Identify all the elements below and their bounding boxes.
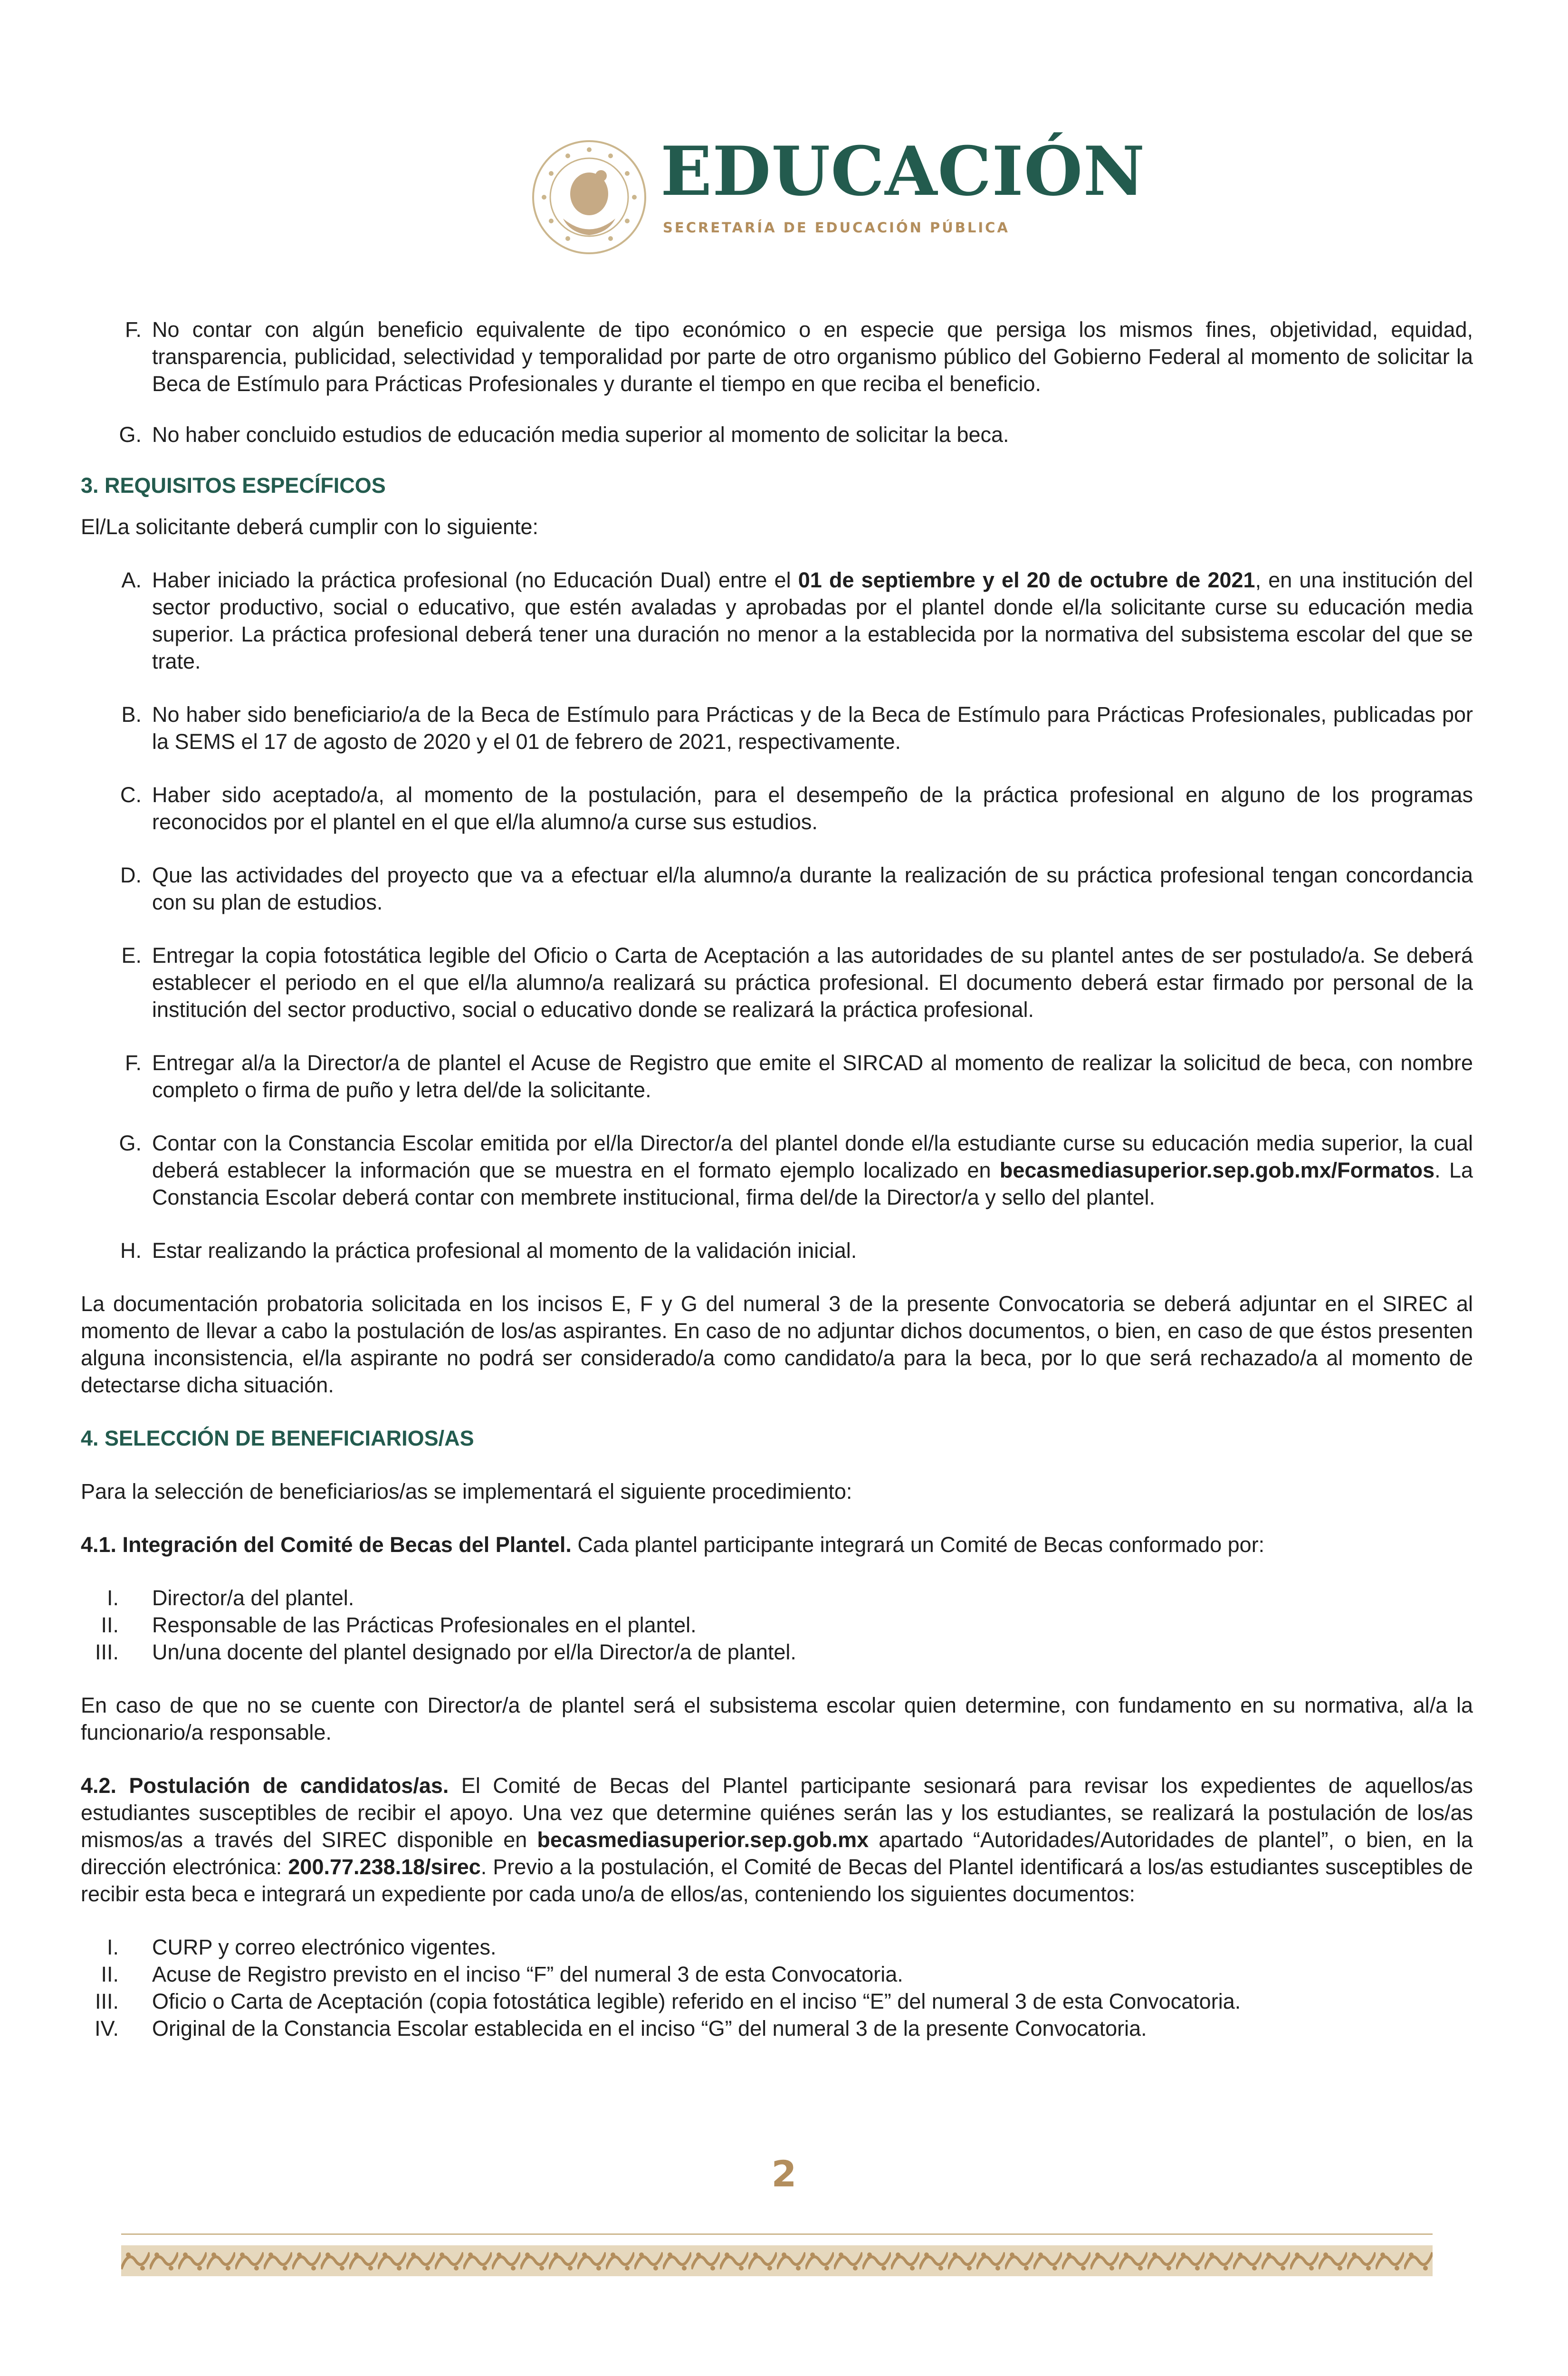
item-letter: A.	[121, 568, 142, 592]
text-run: Contar con la Constancia Escolar emitida por el/la Director/a del plantel donde el/la estudiante curse su educación media superior, la cual deberá establecer la información que se muestra en el formato ejemplo localizado en	[152, 1131, 1473, 1182]
requirement-f	[81, 1049, 1473, 1103]
item-text: No contar con algún beneficio equivalente de tipo económico o en especie que persiga los mismos fines, objetividad, equidad, transparencia, publicidad, selectividad y temporalidad por parte de otro organismo público del Gobierno Federal al momento de solicitar la Beca de Estímulo para Prácticas Profesionales y durante el tiempo en que reciba el beneficio.	[152, 317, 1473, 396]
required-document	[81, 1934, 1473, 1961]
subsection-4-2	[81, 1772, 1473, 1907]
item-text: Acuse de Registro previsto en el inciso “F” del numeral 3 de esta Convocatoria.	[152, 1962, 903, 1986]
requirement-a	[81, 566, 1473, 675]
roman-numeral: III.	[95, 1989, 119, 2013]
requirement-g	[81, 1130, 1473, 1211]
requirement-e	[81, 942, 1473, 1023]
item-text: No haber concluido estudios de educación media superior al momento de solicitar la beca.	[152, 422, 1009, 447]
item-text: Original de la Constancia Escolar establecida en el inciso “G” del numeral 3 de la presente Convocatoria.	[152, 2016, 1147, 2041]
section-3-heading: 3. REQUISITOS ESPECÍFICOS	[81, 473, 386, 498]
subsection-4-2-title: 4.2. Postulación de candidatos/as.	[81, 1773, 449, 1798]
list-item	[81, 421, 1473, 448]
roman-numeral: I.	[106, 1586, 119, 1610]
item-letter: H.	[120, 1238, 142, 1263]
subsection-4-1	[81, 1531, 1473, 1558]
text-run: apartado “Autoridades/Autoridades de plantel”, o bien, en la dirección electrónica:	[81, 1828, 1473, 1879]
item-text	[152, 1130, 1473, 1211]
section-4-intro: Para la selección de beneficiarios/as se implementará el siguiente procedimiento:	[81, 1479, 852, 1504]
requirement-d	[81, 862, 1473, 916]
section-4-heading: 4. SELECCIÓN DE BENEFICIARIOS/AS	[81, 1426, 474, 1450]
item-text	[152, 566, 1473, 675]
item-text: Que las actividades del proyecto que va a efectuar el/la alumno/a durante la realización de su práctica profesional tengan concordancia con su plan de estudios.	[152, 863, 1473, 914]
requirement-h	[81, 1237, 1473, 1264]
section-3-closing: La documentación probatoria solicitada en los incisos E, F y G del numeral 3 de la presente Convocatoria se deberá adjuntar en el SIREC al momento de llevar a cabo la postulación de los/as aspirantes. En caso de no adjuntar dichos documentos, o bien, en caso de que éstos presenten alguna inconsistencia, el/la aspirante no podrá ser considerado/a como candidato/a para la beca, por lo que será rechazado/a al momento de detectarse dicha situación.	[81, 1292, 1473, 1397]
item-letter: D.	[120, 863, 142, 887]
item-text: Entregar la copia fotostática legible del Oficio o Carta de Aceptación a las autoridades de su plantel antes de ser postulado/a. Se deberá establecer el periodo en el que el/la alumno/a realizará su práctica profesional. El documento deberá estar firmado por personal de la institución del sector productivo, social o educativo donde se realizará la práctica profesional.	[152, 943, 1473, 1022]
item-text: Responsable de las Prácticas Profesionales en el plantel.	[152, 1613, 697, 1637]
item-letter: G.	[119, 422, 142, 447]
date-range: 01 de septiembre y el 20 de octubre de 2021	[798, 568, 1255, 592]
text-run: . La Constancia Escolar deberá contar con membrete institucional, firma del/de la Director/a y sello del plantel.	[152, 1158, 1473, 1209]
roman-numeral: III.	[95, 1640, 119, 1664]
coat-of-arms-seal-icon	[530, 138, 649, 257]
item-text: CURP y correo electrónico vigentes.	[152, 1935, 497, 1959]
roman-numeral: I.	[106, 1935, 119, 1959]
document-body	[81, 316, 1473, 2042]
item-text: Estar realizando la práctica profesional al momento de la validación inicial.	[152, 1238, 857, 1263]
required-document	[81, 1961, 1473, 1988]
committee-member	[81, 1638, 1473, 1666]
subsection-4-1-title: 4.1. Integración del Comité de Becas del Plantel.	[81, 1533, 572, 1557]
brand-subtitle: SECRETARÍA DE EDUCACIÓN PÚBLICA	[663, 220, 1010, 236]
formats-link[interactable]: becasmediasuperior.sep.gob.mx/Formatos	[999, 1158, 1435, 1182]
page-number: 2	[771, 2153, 797, 2195]
required-document	[81, 2015, 1473, 2042]
item-text: Director/a del plantel.	[152, 1586, 354, 1610]
committee-member	[81, 1611, 1473, 1638]
list-item	[81, 316, 1473, 397]
item-text: Oficio o Carta de Aceptación (copia fotostática legible) referido en el inciso “E” del numeral 3 de esta Convocatoria.	[152, 1989, 1241, 2013]
text-run: , en una institución del sector productivo, social o educativo, que estén avaladas y aprobadas por el plantel donde el/la solicitante curse su educación media superior. La práctica profesional deberá tener una duración no menor a la establecida por la normativa del subsistema escolar del que se trate.	[152, 568, 1473, 673]
footer-divider	[121, 2233, 1433, 2235]
item-letter: F.	[124, 1051, 142, 1075]
text-run: El Comité de Becas del Plantel participante sesionará para revisar los expedientes de aquellos/as estudiantes susceptibles de recibir el apoyo. Una vez que determine quiénes serán las y los estudiantes, se realizará la postulación de los/as mismos/as a través del SIREC disponible en	[81, 1773, 1473, 1852]
item-letter: G.	[119, 1131, 142, 1155]
decorative-pattern-band-icon	[121, 2245, 1433, 2276]
requirement-c	[81, 781, 1473, 835]
roman-numeral: IV.	[95, 2016, 119, 2041]
header	[530, 132, 1146, 261]
item-text: Un/una docente del plantel designado por el/la Director/a de plantel.	[152, 1640, 796, 1664]
text-run: Cada plantel participante integrará un Comité de Becas conformado por:	[571, 1533, 1265, 1557]
required-document	[81, 1988, 1473, 2015]
roman-numeral: II.	[101, 1962, 119, 1986]
item-letter: C.	[120, 783, 142, 807]
sirec-ip-link[interactable]: 200.77.238.18/sirec	[288, 1855, 481, 1879]
item-letter: B.	[121, 702, 142, 727]
sirec-link[interactable]: becasmediasuperior.sep.gob.mx	[537, 1828, 869, 1852]
subsection-4-1-note: En caso de que no se cuente con Director/a de plantel será el subsistema escolar quien determine, con fundamento en su normativa, al/a la funcionario/a responsable.	[81, 1693, 1473, 1744]
brand-title: EDUCACIÓN	[660, 132, 1146, 211]
committee-member	[81, 1584, 1473, 1611]
section-3-intro: El/La solicitante deberá cumplir con lo siguiente:	[81, 515, 539, 539]
requirement-b	[81, 701, 1473, 755]
item-text: Entregar al/a la Director/a de plantel el Acuse de Registro que emite el SIRCAD al momento de realizar la solicitud de beca, con nombre completo o firma de puño y letra del/de la solicitante.	[152, 1051, 1473, 1102]
text-run: . Previo a la postulación, el Comité de Becas del Plantel identificará a los/as estudiantes susceptibles de recibir esta beca e integrará un expediente por cada uno/a de ellos/as, conteniendo los siguientes documentos:	[81, 1855, 1473, 1906]
item-text: No haber sido beneficiario/a de la Beca de Estímulo para Prácticas y de la Beca de Estímulo para Prácticas Profesionales, publicadas por la SEMS el 17 de agosto de 2020 y el 01 de febrero de 2021, respectivamente.	[152, 702, 1473, 754]
text-run: Haber iniciado la práctica profesional (no Educación Dual) entre el	[152, 568, 798, 592]
item-letter: F.	[124, 317, 142, 342]
item-text: Haber sido aceptado/a, al momento de la postulación, para el desempeño de la práctica profesional en alguno de los programas reconocidos por el plantel en el que el/la alumno/a curse sus estudios.	[152, 783, 1473, 834]
item-letter: E.	[121, 943, 142, 968]
roman-numeral: II.	[101, 1613, 119, 1637]
